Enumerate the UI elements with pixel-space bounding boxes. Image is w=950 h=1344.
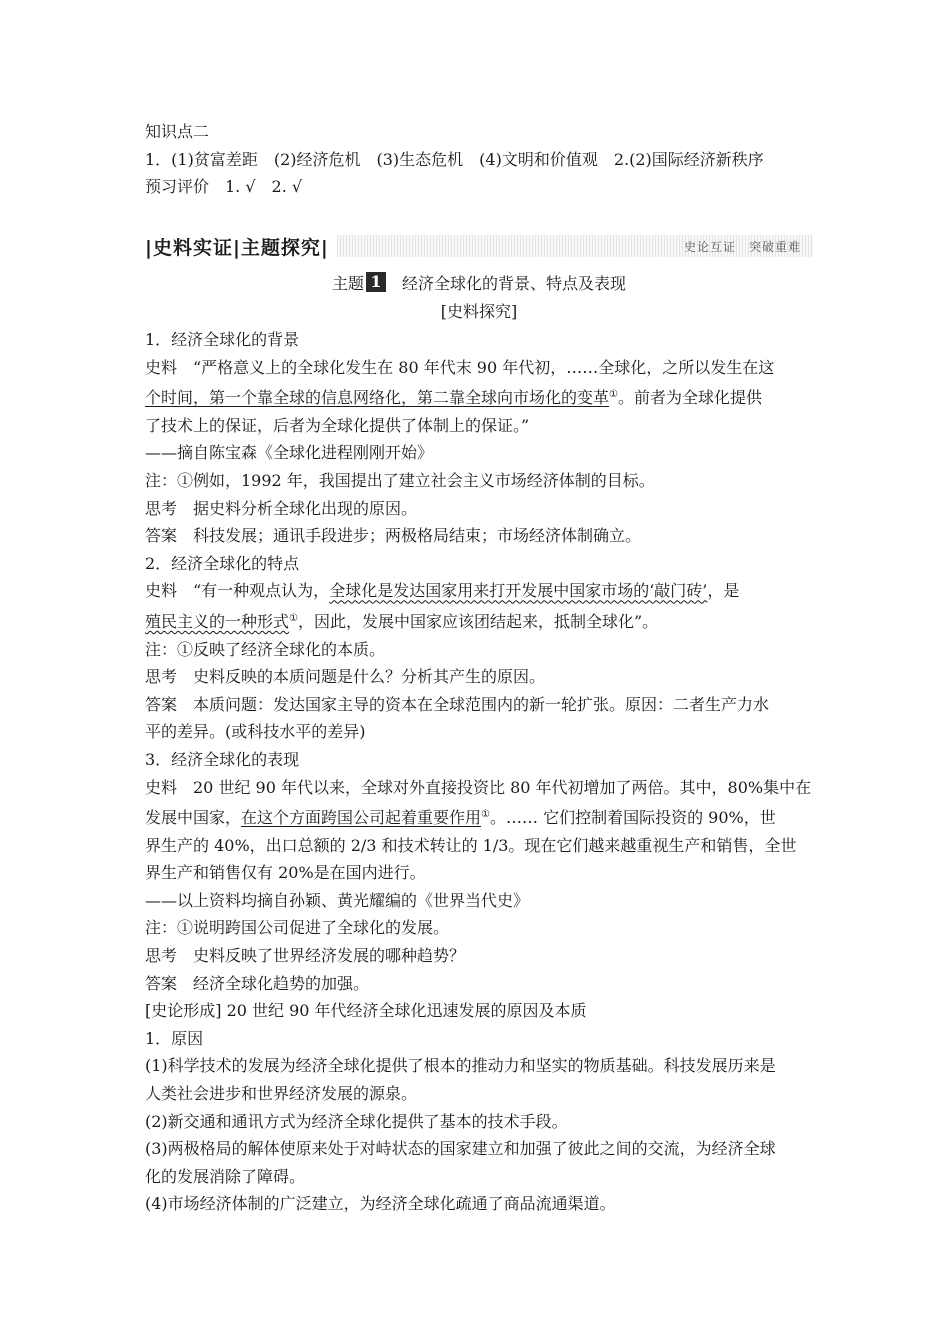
answer-line: 1．(1)贫富差距 (2)经济危机 (3)生态危机 (4)文明和价值观 2.(2)国际经济新秩序 (145, 149, 764, 169)
s4-reason-4: (4)市场经济体制的广泛建立，为经济全球化疏通了商品流通渠道。 (145, 1194, 616, 1214)
theme-prefix: 主题 (331, 274, 364, 293)
s2-heading: 2．经济全球化的特点 (145, 553, 300, 573)
s1-note: 注：①例如，1992 年，我国提出了建立社会主义市场经济体制的目标。 (145, 470, 655, 490)
s3-source-text: 发展中国家，在这个方面跨国公司起着重要作用①。…… 它们控制着国际投资的 90%，世 (145, 808, 776, 828)
banner-subtitle: 史论互证 突破重难 (683, 239, 801, 254)
theme-subtitle: [史料探究] (440, 302, 518, 321)
s2-source-text: 史料 “有一种观点认为，全球化是发达国家用来打开发展中国家市场的‘敲门砖’，是 (145, 581, 740, 601)
s4-reason-1: 人类社会进步和世界经济发展的源泉。 (145, 1084, 418, 1104)
s3-think: 思考 史料反映了世界经济发展的哪种趋势？ (145, 946, 466, 966)
s4-reason-3: 化的发展消除了障碍。 (145, 1166, 306, 1186)
s2-answer: 答案 本质问题：发达国家主导的资本在全球范围内的新一轮扩张。原因：二者生产力水 (145, 694, 770, 714)
s3-heading: 3．经济全球化的表现 (145, 749, 300, 769)
s4-reason-3: (3)两极格局的解体使原来处于对峙状态的国家建立和加强了彼此之间的交流，为经济全球 (145, 1139, 776, 1159)
s2-note: 注：①反映了经济全球化的本质。 (145, 639, 386, 659)
s2-answer: 平的差异。(或科技水平的差异) (145, 722, 366, 742)
s1-source-text: 个时间，第一个靠全球的信息网络化，第二靠全球向市场化的变革①。前者为全球化提供 (145, 388, 762, 408)
s1-answer: 答案 科技发展；通讯手段进步；两极格局结束；市场经济体制确立。 (145, 526, 642, 546)
answer-key-section (145, 118, 810, 201)
s3-source-text: 史料 20 世纪 90 年代以来，全球对外直接投资比 80 年代初增加了两倍。其中，80%集中在 (145, 777, 812, 797)
section-banner (145, 233, 813, 259)
s4-subheading: 1．原因 (145, 1028, 204, 1048)
theme-title (145, 270, 813, 298)
theme-number-badge: 1 (366, 272, 386, 292)
s2-source-text: 殖民主义的一种形式①，因此，发展中国家应该团结起来，抵制全球化”。 (145, 611, 659, 631)
s3-note: 注：①说明跨国公司促进了全球化的发展。 (145, 918, 450, 938)
s1-source-text: 了技术上的保证，后者为全球化提供了体制上的保证。” (145, 415, 530, 435)
banner-stripe (337, 235, 813, 257)
s3-source-text: 界生产的 40%，出口总额的 2/3 和技术转让的 1/3。现在它们越来越重视生产和销售，全世 (145, 835, 797, 855)
section-heading: 知识点二 (145, 122, 210, 141)
s3-answer: 答案 经济全球化趋势的加强。 (145, 973, 370, 993)
document-body (145, 326, 810, 1218)
s4-heading: [史论形成] 20 世纪 90 年代经济全球化迅速发展的原因及本质 (145, 1001, 587, 1021)
s1-source-text: 史料 “严格意义上的全球化发生在 80 年代末 90 年代初，……全球化，之所以发生在这 (145, 357, 775, 377)
s1-think: 思考 据史料分析全球化出现的原因。 (145, 498, 418, 518)
preview-evaluation-line: 预习评价 1. √ 2. √ (145, 177, 303, 197)
s2-think: 思考 史料反映的本质问题是什么？分析其产生的原因。 (145, 667, 546, 687)
s4-reason-2: (2)新交通和通讯方式为经济全球化提供了基本的技术手段。 (145, 1111, 568, 1131)
s4-reason-1: (1)科学技术的发展为经济全球化提供了根本的推动力和坚实的物质基础。科技发展历来是 (145, 1056, 776, 1076)
s1-citation: ——摘自陈宝森《全球化进程刚刚开始》 (145, 443, 434, 463)
theme-title-text: 经济全球化的背景、特点及表现 (402, 274, 627, 293)
s1-heading: 1．经济全球化的背景 (145, 330, 300, 349)
banner-title: |史料实证|主题探究| (145, 236, 329, 259)
s3-source-text: 界生产和销售仅有 20%是在国内进行。 (145, 863, 426, 883)
s3-citation: ——以上资料均摘自孙颖、黄光耀编的《世界当代史》 (145, 890, 530, 910)
